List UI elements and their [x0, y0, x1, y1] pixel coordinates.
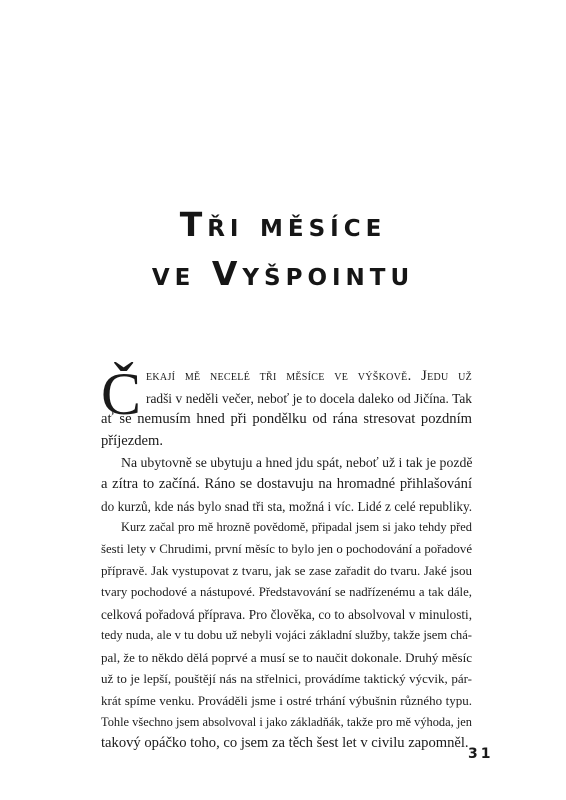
drop-cap: Č	[101, 361, 142, 427]
text-line: do kurzů, kde nás bylo snad tři sta, možná i víc. Lidé z celé republiky.	[101, 498, 472, 514]
paragraph-line: příjezdem.	[101, 432, 163, 449]
text-line: krát spíme venku. Prováděli jsme i ostré trhání výbušnin různého typu.	[101, 692, 472, 708]
page-number: 31	[468, 746, 494, 762]
text-line: Na ubytovně se ubytuju a hned jdu spát, neboť už i tak je pozdě	[121, 455, 473, 471]
chapter-title-line-1: Tři měsíce	[179, 205, 387, 244]
text-line: a zítra to začíná. Ráno se dostavuju na hromadné přihlašování	[101, 475, 472, 492]
body-text	[101, 452, 472, 754]
paragraph-line: ekají mě necelé tři měsíce ve výškově. Jedu už	[146, 368, 472, 384]
text-line: pal, že to někdo dělá poprvé a musí se to naučit dokonale. Druhý měsíc	[101, 649, 472, 665]
text-line: už to je lepší, pouštějí nás na střelnici, provádíme taktický výcvik, pár-	[101, 671, 472, 687]
paragraph-line: radši v neděli večer, neboť je to docela daleko od Jičína. Tak	[146, 390, 472, 406]
paragraph-line: ať se nemusím hned při pondělku od rána stresovat pozdním	[101, 411, 472, 428]
chapter-title-line-2: ve Vyšpointu	[151, 254, 415, 293]
text-line: Kurz začal pro mě hrozně povědomě, připadal jsem si jako tehdy před	[121, 520, 472, 535]
text-line: tvary pochodové a nástupové. Představování se nadřízenému a tak dále,	[101, 584, 472, 599]
text-line: tedy nuda, ale v tu dobu už nebyli vojáci základní služby, takže jsem chá-	[101, 628, 472, 643]
text-line: takový opáčko toho, co jsem za těch šest let v civilu zapomněl.	[101, 735, 469, 752]
text-line: Tohle všechno jsem absolvoval i jako základňák, takže pro mě výhoda, jen	[101, 714, 472, 729]
text-line: celková pořadová příprava. Pro člověka, co to absolvoval v minulosti,	[101, 606, 472, 622]
text-line: přípravě. Jak vystupovat z tvaru, jak se zase zařadit do tvaru. Jaké jsou	[101, 563, 472, 579]
text-line: šesti lety v Chrudimi, první měsíc to bylo jen o pochodování a pořadové	[101, 541, 472, 556]
